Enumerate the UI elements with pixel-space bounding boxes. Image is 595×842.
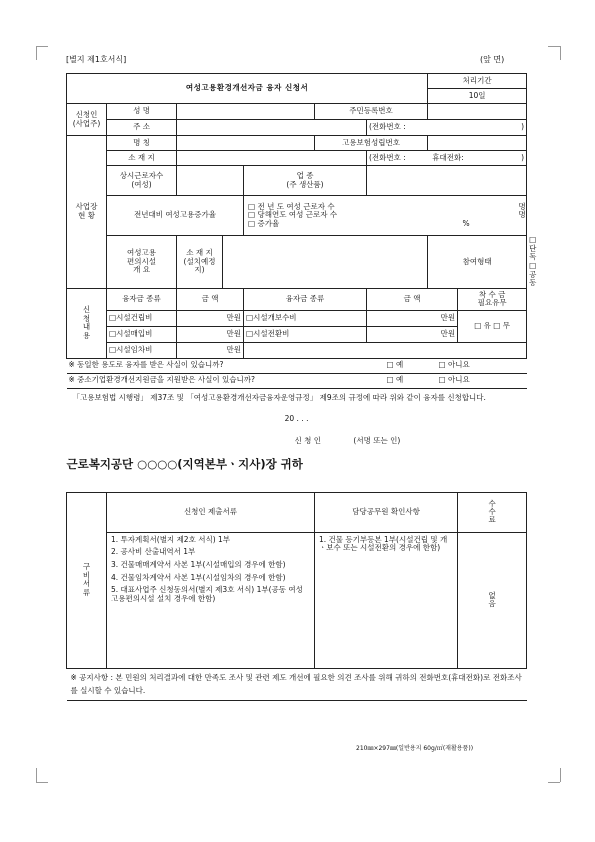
loan-amount-unit[interactable]: 만원 (367, 326, 458, 342)
signature-note: (서명 또는 인) (353, 436, 401, 446)
applicant-address-label: 주 소 (107, 120, 177, 136)
business-increase-box (244, 196, 527, 236)
signature-label: 신 청 인 (294, 436, 322, 446)
docs-col-applicant: 신청인 제출서류 (107, 492, 315, 532)
increase-item[interactable]: □ 전 년 도 여성 근로자 수 명 (248, 201, 526, 211)
list-item: 5. 대표사업주 신청동의서(별지 제3호 서식) 1부(공동 여성고용편의시설 설치 경우에 한함) (111, 585, 303, 603)
facility-location-label: 소 재 지 (설치예정지) (177, 236, 223, 289)
applicant-name-field[interactable] (177, 104, 315, 120)
loan-amount-unit[interactable]: 만원 (367, 310, 458, 326)
facility-group-label: 여성고용 편의시설 개 요 (107, 236, 177, 289)
crop-mark-top-right (548, 46, 560, 59)
increase-item[interactable]: □ 당해연도 여성 근로자 수 명 (248, 210, 526, 220)
business-phone-field[interactable] (367, 151, 527, 166)
agency-addressee: 근로복지공단 ○○○○(지역본부ㆍ지사)장 귀하 (66, 456, 303, 471)
business-phone-label: (전화번호 : (369, 152, 406, 162)
loan-type-repair[interactable]: □시설개보수비 (244, 310, 367, 326)
crop-mark-bottom-right-v (560, 768, 561, 782)
loan-col-amount2: 금 액 (367, 288, 458, 310)
docs-official-list (315, 532, 458, 668)
docs-col-fee: 수 수 료 (458, 492, 527, 532)
loan-col-security: 착 수 금 필요유무 (458, 288, 527, 310)
business-increase-label: 전년대비 여성고용증가율 (107, 196, 244, 236)
crop-mark-bottom-left-v (36, 768, 37, 782)
loan-type-conversion[interactable]: □시설전환비 (244, 326, 367, 342)
list-item: 3. 건물매매계약서 사본 1부(시설매입의 경우에 한함) (111, 560, 286, 569)
applicant-phone-close: ) (521, 122, 525, 132)
applicant-name-label: 성 명 (107, 104, 177, 120)
applicant-address-field[interactable] (177, 120, 367, 136)
business-ins-no-label: 고용보험성립번호 (315, 136, 428, 151)
crop-mark-top-left-v (36, 46, 37, 60)
paper-spec: 210㎜×297㎜(일반용지 60g/㎡(재활용품)) (356, 745, 474, 752)
page-side-label: (앞 면) (480, 55, 505, 64)
question-yes[interactable]: □ 예 (386, 360, 404, 370)
business-phone-close: ) (521, 152, 525, 162)
crop-mark-top-right-v (560, 46, 561, 60)
business-workers-field[interactable] (177, 166, 244, 196)
docs-col-official: 담당공무원 확인사항 (315, 492, 458, 532)
applicant-phone-label: (전화번호 : (369, 122, 406, 132)
business-name-label: 명 칭 (107, 136, 177, 151)
signature-line[interactable] (73, 437, 521, 446)
applicant-rrn-label: 주민등록번호 (315, 104, 428, 120)
loan-amount-unit[interactable]: 만원 (177, 342, 244, 358)
loan-col-type: 융자금 종류 (107, 288, 177, 310)
list-item: 4. 건물임차계약서 사본 1부(시설임차의 경우에 한함) (111, 572, 286, 582)
business-mobile-label: 휴대전화: (432, 152, 464, 162)
form-number: [별지 제1호서식] (66, 55, 127, 64)
business-industry-label: 업 종 (주 생산품) (244, 166, 367, 196)
loan-empty-cell (244, 342, 527, 358)
list-item: 1. 투자계획서(별지 제2호 서식) 1부 (111, 534, 231, 544)
question-row (67, 373, 527, 388)
question-row (67, 358, 527, 373)
question-text: ※ 동일한 용도로 융자를 받은 사실이 있습니까? (68, 360, 224, 370)
loan-amount-unit[interactable]: 만원 (177, 310, 244, 326)
question-yes[interactable]: □ 예 (386, 375, 404, 385)
loan-col-type2: 융자금 종류 (244, 288, 367, 310)
loan-type-purchase[interactable]: □시설매입비 (107, 326, 177, 342)
crop-mark-bottom-left (36, 770, 48, 783)
list-item: 2. 공사비 산출내역서 1부 (111, 547, 196, 557)
notice-text: ※ 공지사항 : 본 민원의 처리결과에 대한 만족도 조사 및 관련 제도 개선에 필요한 의견 조사를 위해 귀하의 전화번호(휴대전화)로 전화조사를 실시할 수 있습니다. (67, 668, 527, 700)
facility-location-field[interactable] (223, 236, 428, 289)
crop-mark-top-left (36, 46, 48, 59)
loan-group-label: 신 청 내 용 (67, 288, 107, 358)
declaration-block (67, 388, 527, 492)
docs-applicant-list (107, 532, 315, 668)
application-form: 여성고용환경개선자금 융자 신청서 처리기간 10일 신청인 (사업주) 성 명 주민등록번호 주 소 (전화번호 : ) 사업장 현 황 명 칭 고용보험성립번호 소 재 지 (전화번호 : 휴대전화: ) 상시근로자수 (여성) 업 종 (주 생산품) 전년대비 여성고용증가율 □ 전 년 도 여성 근로자 수 명 □ 당해연도 여성 근로자 수 명 □ 증가율 % 여성고용 편의시설 개 요 소 재 지 (설치예정지) 참여형태 □ 단독 □ 공동 신 청 내 용 융자금 종류 금 액 융자금 종류 금 액 착 수 금 필요유무 □시설건립비 만원 □시설개보수비 만원 □ 유 □ 무 □시설매입비 만원 □시설전환비 만원 □시설임차비 만원 ※ 동일한 용도로 융자를 받은 사실이 있습니까? □ 예 □ 아니요 ※ 중소기업환경개선지원금을 지원받은 사실이 있습니까? □ 예 □ 아니요 「고용보험법 시행령」 제37조 및 「여성고용환경개선자금융자운영규정」 제9조의 규정에 따라 위와 같이 융자를 신청합니다. 20 . . . 신 청 인 (서명 또는 인) 근로복지공단 ○○○○(지역본부ㆍ지사)장 귀하 구 비 서 류 신청인 제출서류 담당공무원 확인사항 수 수 료 1. 투자계획서(별지 제2호 서식) 1부 2. 공사비 산출내역서 1부 3. 건물매매계약서 사본 1부(시설매입의 경우에 한함) 4. 건물임차계약서 사본 1부(시설임차의 경우에 한함) 5. 대표사업주 신청동의서(별지 제3호 서식) 1부(공동 여성고용편의시설 설치 경우에 한함) 1. 건물 등기부등본 1부(시설건립 및 개ㆍ보수 또는 시설전환의 경우에 한함) 없 음 ※ 공지사항 : 본 민원의 처리결과에 대한 만족도 조사 및 관련 제도 개선에 필요한 의견 조사를 위해 귀하의 전화번호(휴대전화)로 전화조사를 실시할 수 있습니다. (66, 73, 527, 701)
loan-col-amount: 금 액 (177, 288, 244, 310)
applicant-phone-field[interactable] (367, 120, 527, 136)
business-location-field[interactable] (177, 151, 367, 166)
form-title: 여성고용환경개선자금 융자 신청서 (67, 74, 428, 104)
loan-type-construction[interactable]: □시설건립비 (107, 310, 177, 326)
applicant-rrn-field[interactable] (428, 104, 527, 120)
question-no[interactable]: □ 아니요 (438, 375, 470, 385)
business-workers-label: 상시근로자수 (여성) (107, 166, 177, 196)
processing-period-label: 처리기간 (428, 74, 527, 89)
question-no[interactable]: □ 아니요 (438, 360, 470, 370)
business-name-field[interactable] (177, 136, 315, 151)
business-ins-no-field[interactable] (428, 136, 527, 151)
loan-security-options[interactable]: □ 유 □ 무 (458, 310, 527, 342)
loan-type-lease[interactable]: □시설임차비 (107, 342, 177, 358)
declaration-text: 「고용보험법 시행령」 제37조 및 「여성고용환경개선자금융자운영규정」 제9조의 규정에 따라 위와 같이 융자를 신청합니다. (72, 392, 486, 402)
docs-group-label: 구 비 서 류 (67, 492, 107, 668)
crop-mark-bottom-right (548, 770, 560, 783)
loan-amount-unit[interactable]: 만원 (177, 326, 244, 342)
question-text: ※ 중소기업환경개선지원금을 지원받은 사실이 있습니까? (68, 375, 255, 385)
docs-fee-value: 없 음 (458, 532, 527, 668)
business-location-label: 소 재 지 (107, 151, 177, 166)
business-industry-field[interactable] (367, 166, 527, 196)
date-line[interactable]: 20 . . . (284, 413, 309, 423)
increase-item[interactable]: □ 증가율 % (248, 218, 470, 228)
applicant-group-label: 신청인 (사업주) (67, 104, 107, 136)
list-item: 1. 건물 등기부등본 1부(시설건립 및 개ㆍ보수 또는 시설전환의 경우에 한함) (319, 534, 448, 553)
processing-period-value: 10일 (428, 89, 527, 104)
facility-type-label: 참여형태 (428, 236, 527, 289)
business-group-label: 사업장 현 황 (67, 136, 107, 289)
